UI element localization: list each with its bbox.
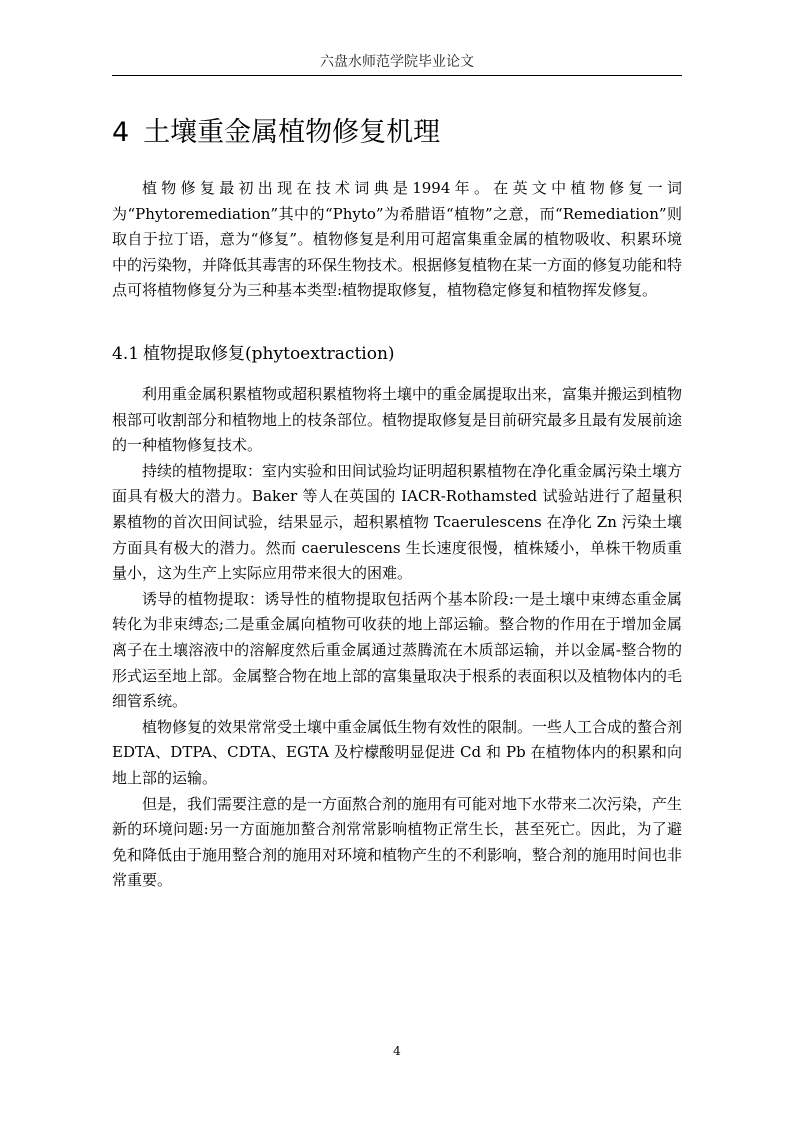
body-paragraph: 植物修复最初出现在技术词典是1994年。在英文中植物修复一词为“Phytoremediation”其中的“Phyto”为希腊语“植物”之意，而“Remediation”则取自于拉丁语，意为“修复”。植物修复是利用可超富集重金属的植物吸收、积累环境中的污染物，并降低其毒害的环保生物技术。根据修复植物在某一方面的修复功能和特点可将植物修复分为三种基本类型:植物提取修复，植物稳定修复和植物挥发修复。 (112, 179, 683, 300)
section-title: 植物提取修复(phytoextraction) (143, 344, 395, 364)
page-number: 4 (393, 1044, 401, 1058)
body-paragraph: 诱导的植物提取：诱导性的植物提取包括两个基本阶段:一是土壤中束缚态重金属转化为非束缚态;二是重金属向植物可收获的地上部运输。整合物的作用在于增加金属离子在土壤溶液中的溶解度然后重金属通过蒸腾流在木质部运输，并以金属-整合物的形式运至地上部。金属整合物在地上部的富集量取决于根系的表面积以及植物体内的毛细管系统。 (112, 589, 683, 711)
intro-body (112, 176, 682, 304)
header-divider (112, 75, 682, 76)
section-body (112, 382, 682, 894)
body-paragraph: 持续的植物提取：室内实验和田间试验均证明超积累植物在净化重金属污染土壤方面具有极大的潜力。Baker 等人在英国的 IACR-Rothamsted 试验站进行了超量积累植物的首次田间试验，结果显示，超积累植物 Tcaerulescens 在净化 Zn 污染土壤方面具有极大的潜力。然而 caerulescens 生长速度很慢，植株矮小，单株干物质重量小，这为生产上实际应用带来很大的困难。 (112, 461, 683, 583)
body-paragraph: 利用重金属积累植物或超积累植物将土壤中的重金属提取出来，富集并搬运到植物根部可收割部分和植物地上的枝条部位。植物提取修复是目前研究最多且最有发展前途的一种植物修复技术。 (112, 385, 683, 455)
chapter-title (112, 113, 682, 153)
chapter-title-text: 土壤重金属植物修复机理 (143, 117, 441, 148)
section-heading (112, 342, 682, 366)
body-paragraph: 植物修复的效果常常受土壤中重金属低生物有效性的限制。一些人工合成的螯合剂EDTA、DTPA、CDTA、EGTA 及柠檬酸明显促进 Cd 和 Pb 在植物体内的积累和向地上部的运输。 (112, 717, 683, 787)
chapter-number: 4 (112, 117, 130, 148)
running-header: 六盘水师范学院毕业论文 (320, 54, 474, 70)
section-number: 4.1 (112, 344, 140, 364)
body-paragraph: 但是，我们需要注意的是一方面熬合剂的施用有可能对地下水带来二次污染，产生新的环境问题:另一方面施加螯合剂常常影响植物正常生长，甚至死亡。因此，为了避免和降低由于施用整合剂的施用对环境和植物产生的不利影响，整合剂的施用时间也非常重要。 (112, 794, 683, 890)
